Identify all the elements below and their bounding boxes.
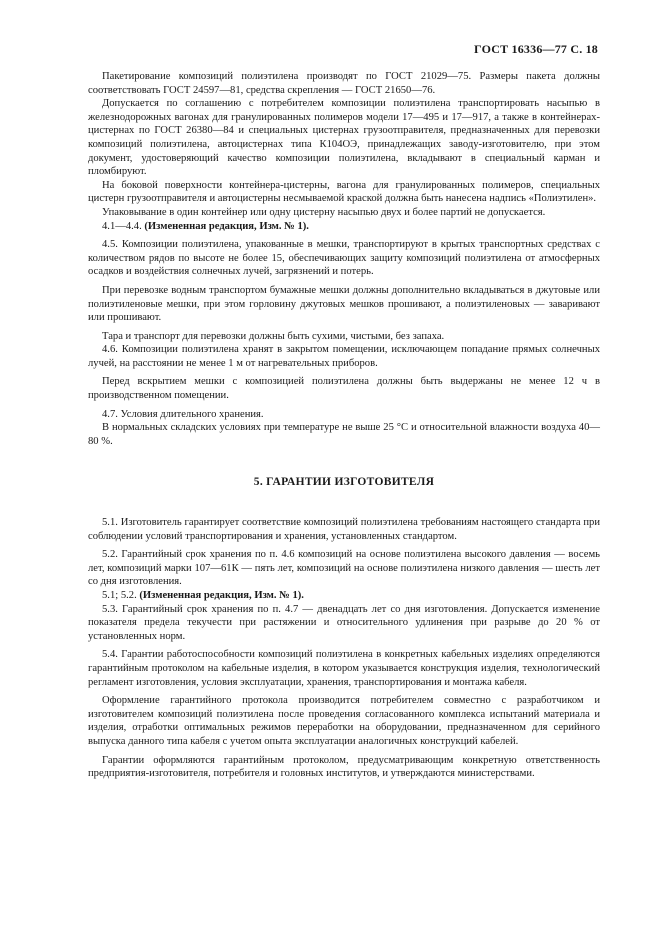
revision-note: (Измененная редакция, Изм. № 1). <box>139 590 304 601</box>
paragraph-protocol: Оформление гарантийного протокола производится потребителем совместно с разработчиком и изготовителем композиций полиэтилена после проведения согласованного комплекса испытаний материала и изделия, отработки оптимальных режимов переработки на оборудовании, предназначенном для серийного выпуска данного типа кабеля с учетом опыта эксплуатации аналогичных конструкций кабелей. <box>88 695 600 747</box>
paragraph-5-4: 5.4. Гарантии работоспособности композиций полиэтилена в конкретных кабельных изделиях определяются гарантийным протоколом на кабельные изделия, в котором указывается конструкция изделия, технологический регламент изготовления, условия эксплуатации, хранения, транспортирования и монтажа кабеля. <box>88 649 600 688</box>
revision-note: (Измененная редакция, Изм. № 1). <box>144 220 309 232</box>
paragraph-unsealing: Перед вскрытием мешки с композицией полиэтилена должны быть выдержаны не менее 12 ч в производственном помещении. <box>88 376 600 402</box>
paragraph-4-5: 4.5. Композиции полиэтилена, упакованные в мешки, транспортируют в крытых транспортных средствах с количеством рядов по высоте не более 15, обеспечивающих защиту композиций полиэтилена от атмосферных осадков и воздействия солнечных лучей, загрязнений и потерь. <box>88 239 600 278</box>
paragraph-storage-conditions: В нормальных складских условиях при температуре не выше 25 °С и относительной влажности воздуха 40—80 %. <box>88 422 600 447</box>
paragraph-4-7: 4.7. Условия длительного хранения. <box>102 408 264 420</box>
paragraph-containers: Тара и транспорт для перевозки должны быть сухими, чистыми, без запаха. <box>102 330 445 342</box>
paragraph-marking: На боковой поверхности контейнера-цистерны, вагона для гранулированных полимеров, специальных цистерн грузоотправителя и автоцистерны несмываемой краской должна быть нанесена надпись «Полиэтилен». <box>88 179 600 205</box>
paragraph-packaging: Пакетирование композиций полиэтилена производят по ГОСТ 21029—75. Размеры пакета должны соответствовать ГОСТ 24597—81, средства скрепления — ГОСТ 21650—76. <box>88 71 600 96</box>
paragraph-bulk-transport: Допускается по соглашению с потребителем композиции полиэтилена транспортировать насыпью в железнодорожных вагонах для гранулированных полимеров модели 17—495 и 17—917, а также в контейнерах-цистернах по ГОСТ 26380—84 и специальных цистернах грузоотправителя, предназначенных для перевозки композиций полиэтилена, автоцистернах типа К104ОЭ, принадлежащих заводу-изготовителю, при этом документ, удостоверяющий качество композиции полиэтилена, вкладывают в специальный карман и пломбируют. <box>88 98 600 178</box>
clause-ref: 4.1—4.4. <box>102 220 142 232</box>
section-title: 5. ГАРАНТИИ ИЗГОТОВИТЕЛЯ <box>253 476 435 489</box>
page-header: ГОСТ 16336—77 С. 18 <box>474 42 598 56</box>
paragraph-guarantees: Гарантии оформляются гарантийным протоколом, предусматривающим конкретную ответственность предприятия-изготовителя, потребителя и головных институтов, и утверждаются министерствами. <box>88 754 600 780</box>
paragraph-batch-rule: Упаковывание в один контейнер или одну цистерну насыпью двух и более партий не допускается. <box>102 206 546 218</box>
paragraph-5-1: 5.1. Изготовитель гарантирует соответствие композиций полиэтилена требованиям настоящего стандарта при соблюдении условий транспортирования и хранения, установленных стандартом. <box>88 517 600 542</box>
paragraph-revision-5 <box>88 589 600 603</box>
paragraph-4-6: 4.6. Композиции полиэтилена хранят в закрытом помещении, исключающем попадание прямых солнечных лучей, на расстоянии не менее 1 м от нагревательных приборов. <box>88 344 600 369</box>
document-body <box>88 70 600 781</box>
clause-ref: 5.1; 5.2. <box>102 590 137 601</box>
paragraph-5-3: 5.3. Гарантийный срок хранения по п. 4.7 — двенадцать лет со дня изготовления. Допускается изменение показателя предела текучести при растяжении и относительного удлинения при разрыве до 20 % от установленных норм. <box>88 603 600 642</box>
paragraph-revision-4 <box>88 220 600 234</box>
paragraph-5-2: 5.2. Гарантийный срок хранения по п. 4.6 композиций на основе полиэтилена высокого давления — восемь лет, композиций марки 107—61К — пять лет, композиций на основе полиэтилена низкого давления — шесть лет со дня изготовления. <box>88 549 600 588</box>
paragraph-water-transport: При перевозке водным транспортом бумажные мешки должны дополнительно вкладываться в джутовые или полиэтиленовые мешки, при этом горловину джутовых мешков прошивают, а полиэтиленовых — заваривают или прошивают. <box>88 284 600 324</box>
